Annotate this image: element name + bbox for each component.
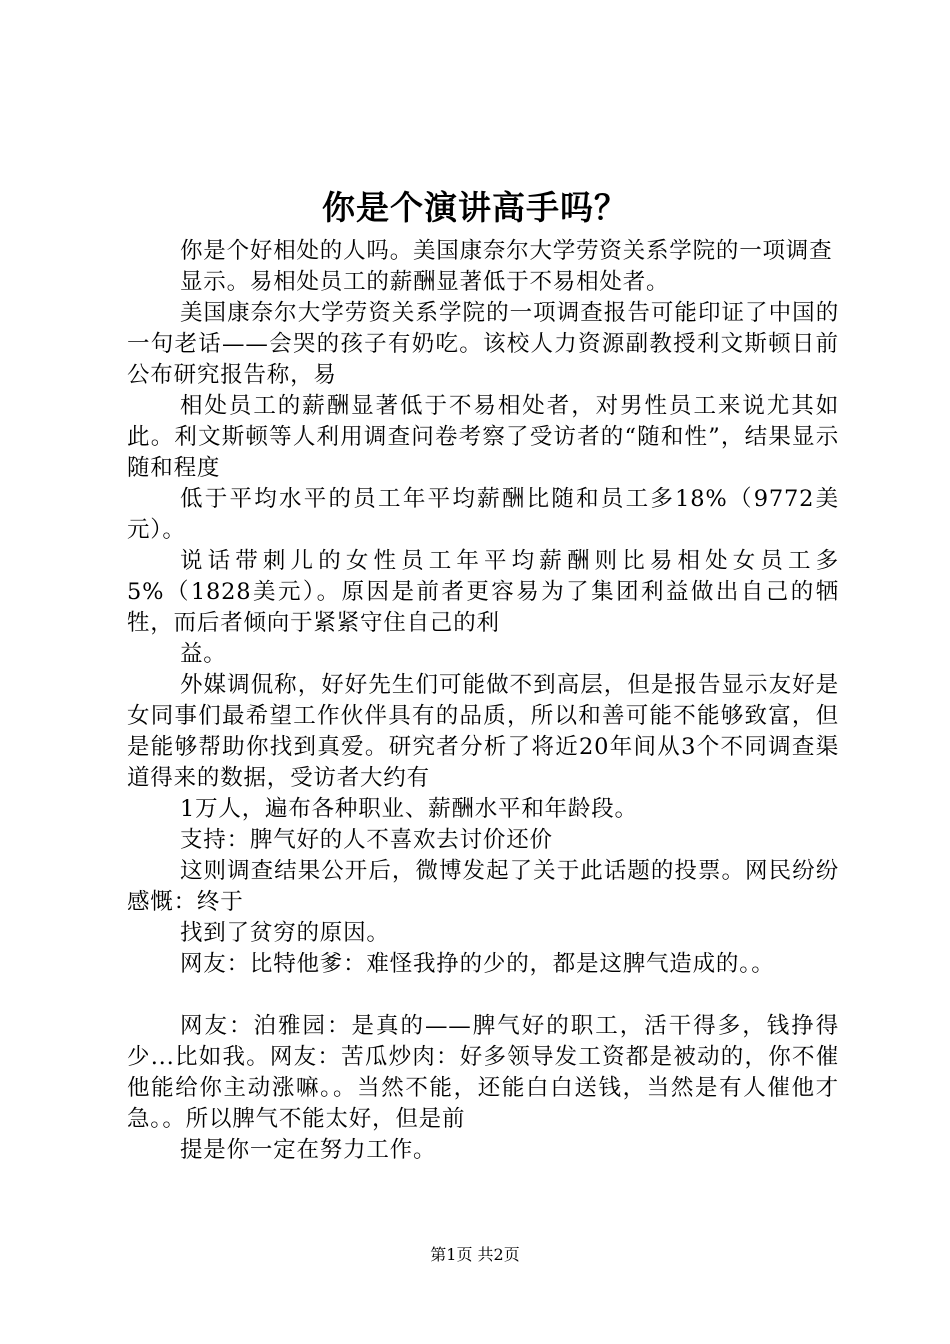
paragraph: 显示。易相处员工的薪酬显著低于不易相处者。 — [180, 269, 670, 295]
paragraph: 说话带刺儿的女性员工年平均薪酬则比易相处女员工多5%（1828美元）。原因是前者更容易为了集团利益做出自己的牺牲，而后者倾向于紧紧守住自己的利 — [127, 548, 839, 636]
paragraph: 网友：泊雅园：是真的——脾气好的职工，活干得多，钱挣得少...比如我。网友：苦瓜炒肉：好多领导发工资都是被动的，你不催他能给你主动涨嘛。。当然不能，还能白白送钱，当然是有人催他才急。。所以脾气不能太好，但是前 — [127, 1013, 839, 1132]
paragraph: 美国康奈尔大学劳资关系学院的一项调查报告可能印证了中国的一句老话——会哭的孩子有奶吃。该校人力资源副教授利文斯顿日前公布研究报告称，易 — [127, 300, 839, 388]
paragraph: 支持：脾气好的人不喜欢去讨价还价 — [180, 827, 553, 853]
paragraph: 网友：比特他爹：难怪我挣的少的，都是这脾气造成的。。 — [180, 951, 775, 977]
paragraph: 这则调查结果公开后，微博发起了关于此话题的投票。网民纷纷感慨：终于 — [127, 858, 839, 915]
paragraph: 1万人，遍布各种职业、薪酬水平和年龄段。 — [180, 796, 638, 822]
paragraph: 提是你一定在努力工作。 — [180, 1137, 437, 1163]
paragraph: 外媒调侃称，好好先生们可能做不到高层，但是报告显示友好是女同事们最希望工作伙伴具有的品质，所以和善可能不能够致富，但是能够帮助你找到真爱。研究者分析了将近20年间从3个不同调查渠道得来的数据，受访者大约有 — [127, 672, 839, 791]
document-body — [127, 236, 839, 1166]
paragraph: 找到了贫穷的原因。 — [180, 920, 390, 946]
page-title: 你是个演讲高手吗？ — [322, 188, 628, 227]
page-footer: 第1页 共2页 — [430, 1245, 520, 1264]
paragraph: 低于平均水平的员工年平均薪酬比随和员工多18%（9772美元）。 — [127, 486, 839, 543]
paragraph: 你是个好相处的人吗。美国康奈尔大学劳资关系学院的一项调查 — [180, 238, 833, 264]
paragraph: 益。 — [180, 641, 227, 667]
paragraph: 相处员工的薪酬显著低于不易相处者，对男性员工来说尤其如此。利文斯顿等人利用调查问卷考察了受访者的“随和性”，结果显示随和程度 — [127, 393, 839, 481]
